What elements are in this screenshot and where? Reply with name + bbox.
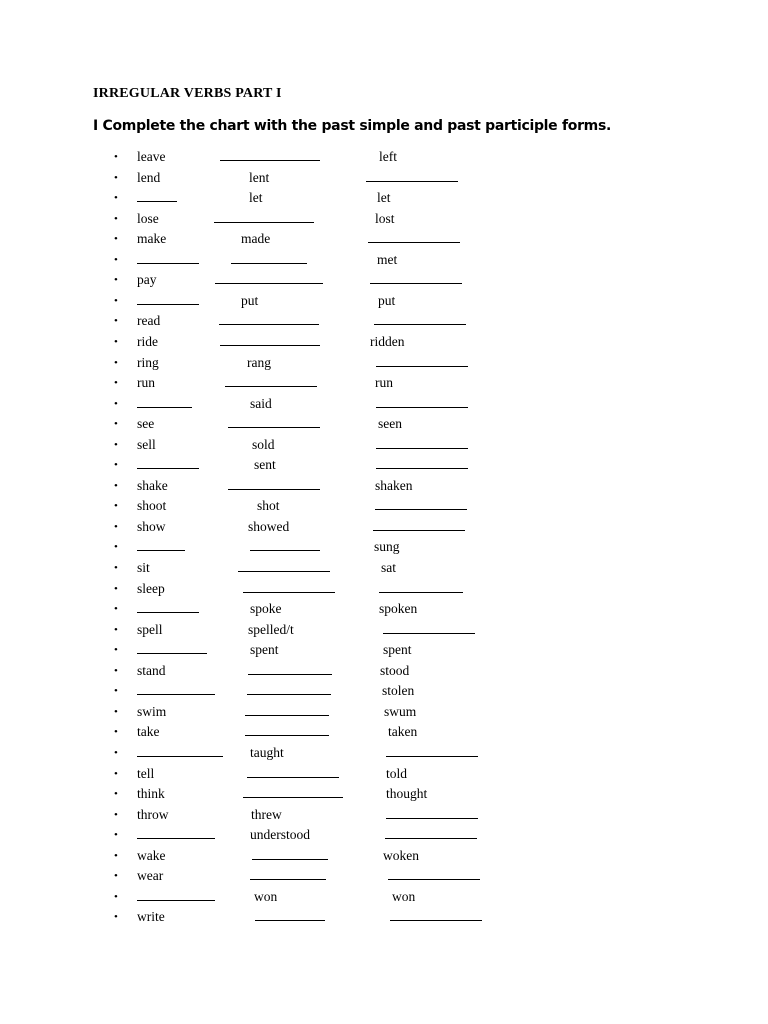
bullet-icon: • <box>114 418 118 431</box>
base-form: run <box>137 375 155 391</box>
past-simple-blank[interactable] <box>247 764 339 784</box>
verb-row <box>0 168 768 188</box>
base-form-blank[interactable] <box>137 250 199 270</box>
past-participle: thought <box>386 786 428 802</box>
past-participle-blank[interactable] <box>386 805 478 825</box>
page-title: IRREGULAR VERBS PART I <box>93 86 282 101</box>
verb-row <box>0 332 768 352</box>
past-participle-blank[interactable] <box>376 394 468 414</box>
verb-row <box>0 250 768 270</box>
bullet-icon: • <box>114 890 118 903</box>
past-participle: seen <box>378 416 402 432</box>
base-form: spell <box>137 621 163 637</box>
base-form: ring <box>137 354 159 370</box>
bullet-icon: • <box>114 171 118 184</box>
past-participle-blank[interactable] <box>379 579 463 599</box>
bullet-icon: • <box>114 356 118 369</box>
base-form: lose <box>137 210 159 226</box>
base-form-blank[interactable] <box>137 599 199 619</box>
past-participle-blank[interactable] <box>376 455 468 475</box>
past-simple-blank[interactable] <box>219 311 319 331</box>
verb-row <box>0 229 768 249</box>
verb-row <box>0 599 768 619</box>
past-participle: run <box>375 375 393 391</box>
bullet-icon: • <box>114 562 118 574</box>
past-simple-blank[interactable] <box>245 702 329 722</box>
past-participle-blank[interactable] <box>383 620 475 640</box>
base-form: wake <box>137 847 166 863</box>
past-participle-blank[interactable] <box>376 353 468 373</box>
bullet-icon: • <box>114 397 118 410</box>
verb-row <box>0 496 768 516</box>
past-simple: rang <box>247 354 271 370</box>
verb-row <box>0 558 768 578</box>
base-form-blank[interactable] <box>137 640 207 660</box>
bullet-icon: • <box>114 233 118 246</box>
bullet-icon: • <box>114 294 118 307</box>
past-participle: shaken <box>375 477 413 493</box>
past-simple: sent <box>254 457 276 473</box>
bullet-icon: • <box>114 192 118 205</box>
verb-row <box>0 435 768 455</box>
verb-row <box>0 764 768 784</box>
past-participle: sat <box>381 560 396 575</box>
base-form-blank[interactable] <box>137 291 199 311</box>
past-simple: spent <box>250 642 279 658</box>
verb-row <box>0 517 768 537</box>
bullet-icon: • <box>114 870 118 883</box>
past-participle: spent <box>383 642 412 658</box>
base-form: make <box>137 231 167 247</box>
verb-row <box>0 805 768 825</box>
bullet-icon: • <box>114 829 118 842</box>
past-participle: left <box>379 149 397 164</box>
past-participle: ridden <box>370 333 405 349</box>
past-simple-blank[interactable] <box>220 332 320 352</box>
bullet-icon: • <box>114 151 118 163</box>
past-participle: let <box>377 190 391 206</box>
base-form-blank[interactable] <box>137 887 215 907</box>
bullet-icon: • <box>114 788 118 801</box>
past-participle-blank[interactable] <box>386 743 478 763</box>
past-simple: made <box>241 231 271 247</box>
past-participle: woken <box>383 847 419 863</box>
past-participle-blank[interactable] <box>385 825 477 845</box>
bullet-icon: • <box>114 623 118 636</box>
base-form: swim <box>137 703 167 719</box>
bullet-icon: • <box>114 438 118 451</box>
past-simple-blank[interactable] <box>220 147 320 167</box>
past-simple-blank[interactable] <box>250 866 326 886</box>
past-participle-blank[interactable] <box>390 907 482 927</box>
verb-row <box>0 743 768 763</box>
past-simple-blank[interactable] <box>250 537 320 557</box>
past-simple: shot <box>257 498 280 514</box>
verb-row <box>0 702 768 722</box>
base-form: ride <box>137 333 158 349</box>
past-participle: swum <box>384 703 417 719</box>
base-form: tell <box>137 765 155 781</box>
past-simple-blank[interactable] <box>225 373 317 393</box>
verb-row <box>0 579 768 599</box>
bullet-icon: • <box>114 377 118 390</box>
past-participle-blank[interactable] <box>375 496 467 516</box>
past-simple-blank[interactable] <box>215 270 323 290</box>
past-participle-blank[interactable] <box>370 270 462 290</box>
past-participle: put <box>378 292 396 308</box>
verb-row <box>0 394 768 414</box>
verb-row <box>0 537 768 557</box>
verb-row <box>0 291 768 311</box>
past-participle-blank[interactable] <box>388 866 480 886</box>
base-form: wear <box>137 868 164 884</box>
verb-row <box>0 722 768 742</box>
past-simple-blank[interactable] <box>255 907 325 927</box>
base-form: pay <box>137 272 157 288</box>
verb-row <box>0 270 768 290</box>
bullet-icon: • <box>114 664 118 677</box>
bullet-icon: • <box>114 582 118 595</box>
bullet-icon: • <box>114 849 118 862</box>
bullet-icon: • <box>114 212 118 225</box>
past-simple: won <box>254 888 278 904</box>
bullet-icon: • <box>114 746 118 759</box>
verb-row <box>0 887 768 907</box>
past-participle: lost <box>375 210 395 226</box>
base-form: read <box>137 313 161 329</box>
verb-row <box>0 209 768 229</box>
verb-row <box>0 353 768 373</box>
past-simple-blank[interactable] <box>243 579 335 599</box>
verb-row <box>0 661 768 681</box>
past-participle-blank[interactable] <box>374 311 466 331</box>
verb-row <box>0 784 768 804</box>
past-simple-blank[interactable] <box>248 661 332 681</box>
bullet-icon: • <box>114 541 118 554</box>
base-form-blank[interactable] <box>137 394 192 414</box>
verb-row <box>0 825 768 845</box>
past-simple-blank[interactable] <box>228 414 320 434</box>
base-form-blank[interactable] <box>137 455 199 475</box>
past-participle: told <box>386 765 408 781</box>
base-form-blank[interactable] <box>137 681 215 701</box>
base-form: show <box>137 518 166 534</box>
past-simple: showed <box>248 518 290 534</box>
past-participle-blank[interactable] <box>376 435 468 455</box>
past-simple: lent <box>249 169 270 185</box>
past-simple-blank[interactable] <box>228 476 320 496</box>
verb-row <box>0 188 768 208</box>
past-participle: won <box>392 888 416 904</box>
base-form: sleep <box>137 580 165 596</box>
past-participle: stolen <box>382 683 415 699</box>
bullet-icon: • <box>114 335 118 348</box>
base-form: stand <box>137 662 166 678</box>
verb-row <box>0 681 768 701</box>
past-participle-blank[interactable] <box>373 517 465 537</box>
base-form: shake <box>137 477 168 493</box>
base-form-blank[interactable] <box>137 537 185 557</box>
base-form: shoot <box>137 498 167 514</box>
past-simple: understood <box>250 827 310 843</box>
base-form-blank[interactable] <box>137 825 215 845</box>
base-form-blank[interactable] <box>137 743 223 763</box>
past-participle-blank[interactable] <box>368 229 460 249</box>
past-simple: said <box>250 395 272 411</box>
verb-row <box>0 907 768 927</box>
bullet-icon: • <box>114 479 118 492</box>
base-form: take <box>137 724 160 740</box>
bullet-icon: • <box>114 315 118 328</box>
base-form-blank[interactable] <box>137 188 177 208</box>
past-simple: spoke <box>250 601 282 617</box>
bullet-icon: • <box>114 500 118 513</box>
bullet-icon: • <box>114 685 118 698</box>
past-participle: taken <box>388 724 418 740</box>
past-simple: put <box>241 292 259 308</box>
past-simple: spelled/t <box>248 621 294 637</box>
bullet-icon: • <box>114 459 118 472</box>
past-simple-blank[interactable] <box>245 722 329 742</box>
bullet-icon: • <box>114 808 118 821</box>
verb-row <box>0 620 768 640</box>
past-participle-blank[interactable] <box>366 168 458 188</box>
bullet-icon: • <box>114 520 118 533</box>
verb-row <box>0 640 768 660</box>
verb-row <box>0 373 768 393</box>
base-form: lend <box>137 169 161 185</box>
past-participle: spoken <box>379 601 418 617</box>
past-simple-blank[interactable] <box>231 250 307 270</box>
base-form: throw <box>137 806 169 822</box>
past-simple: taught <box>250 744 284 760</box>
bullet-icon: • <box>114 726 118 739</box>
bullet-icon: • <box>114 705 118 718</box>
instruction: I Complete the chart with the past simple and past participle forms. <box>93 118 612 134</box>
verb-row <box>0 476 768 496</box>
bullet-icon: • <box>114 603 118 616</box>
bullet-icon: • <box>114 911 118 924</box>
base-form: think <box>137 786 165 802</box>
verb-row <box>0 455 768 475</box>
base-form: sell <box>137 436 156 452</box>
past-participle: met <box>377 251 398 267</box>
verb-row <box>0 414 768 434</box>
base-form: write <box>137 909 165 925</box>
verb-row <box>0 866 768 886</box>
base-form: leave <box>137 149 166 164</box>
bullet-icon: • <box>114 274 118 287</box>
bullet-icon: • <box>114 767 118 780</box>
base-form: sit <box>137 560 150 575</box>
past-simple-blank[interactable] <box>214 209 314 229</box>
past-simple-blank[interactable] <box>238 558 330 578</box>
bullet-icon: • <box>114 644 118 657</box>
past-simple: threw <box>251 806 282 822</box>
past-simple: let <box>249 190 263 206</box>
base-form: see <box>137 416 155 432</box>
past-participle: sung <box>374 539 400 555</box>
past-simple: sold <box>252 436 275 452</box>
past-simple-blank[interactable] <box>252 846 328 866</box>
past-simple-blank[interactable] <box>247 681 331 701</box>
past-simple-blank[interactable] <box>243 784 343 804</box>
past-participle: stood <box>380 662 410 678</box>
verb-row <box>0 311 768 331</box>
bullet-icon: • <box>114 253 118 266</box>
verb-row <box>0 147 768 167</box>
verb-row <box>0 846 768 866</box>
